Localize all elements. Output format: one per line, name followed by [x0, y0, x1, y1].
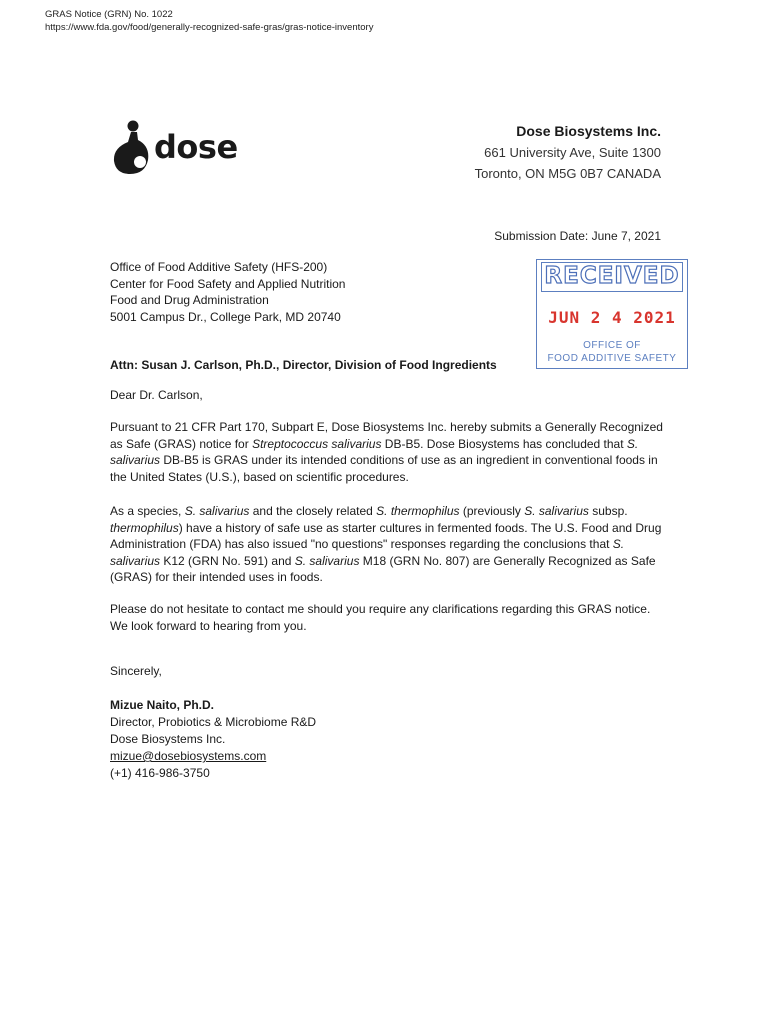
- attention-line: Attn: Susan J. Carlson, Ph.D., Director, Division of Food Ingredients: [110, 358, 497, 372]
- closing: Sincerely,: [110, 664, 162, 678]
- gras-notice-number: GRAS Notice (GRN) No. 1022: [45, 9, 173, 20]
- received-stamp: [536, 259, 688, 369]
- body-paragraph-2: As a species, S. salivarius and the closely related S. thermophilus (previously S. salivarius subsp. thermophilus) have a history of safe use as starter cultures in fermented foods. The U.S. Food and Drug Administration (FDA) has also issued "no questions" responses regarding the conclusions that S. salivarius K12 (GRN No. 591) and S. salivarius M18 (GRN No. 807) are Generally Recognized as Safe (GRAS) for their intended uses in foods.: [110, 504, 662, 584]
- company-name: Dose Biosystems Inc.: [516, 123, 661, 139]
- company-logo: [110, 118, 240, 178]
- signer-phone: (+1) 416-986-3750: [110, 766, 210, 780]
- signer-name: Mizue Naito, Ph.D.: [110, 698, 215, 712]
- signature-block: [110, 697, 316, 782]
- recipient-line-3: Food and Drug Administration: [110, 293, 269, 307]
- recipient-line-1: Office of Food Additive Safety (HFS-200): [110, 260, 328, 274]
- stamp-office-line-2: FOOD ADDITIVE SAFETY: [547, 353, 677, 364]
- signer-title: Director, Probiotics & Microbiome R&D: [110, 715, 317, 729]
- recipient-line-2: Center for Food Safety and Applied Nutrition: [110, 276, 346, 291]
- recipient-line-4: 5001 Campus Dr., College Park, MD 20740: [110, 309, 341, 324]
- salutation: Dear Dr. Carlson,: [110, 388, 203, 402]
- logo-wordmark: dose: [154, 128, 238, 166]
- address-line-2: Toronto, ON M5G 0B7 CANADA: [474, 166, 661, 181]
- stamp-title: RECEIVED: [541, 262, 683, 292]
- signer-email-link[interactable]: mizue@dosebiosystems.com: [110, 749, 267, 763]
- body-paragraph-1: Pursuant to 21 CFR Part 170, Subpart E, Dose Biosystems Inc. hereby submits a Generally Recognized as Safe (GRAS) notice for Streptococcus salivarius DB-B5. Dose Biosystems has concluded that S. salivarius DB-B5 is GRAS under its intended conditions of use as an ingredient in conventional foods in the United States (U.S.), based on scientific procedures.: [110, 420, 663, 484]
- address-line-1: 661 University Ave, Suite 1300: [484, 145, 661, 160]
- stamp-office-line-1: OFFICE OF: [583, 340, 641, 351]
- recipient-address: [110, 259, 345, 325]
- submission-date: Submission Date: June 7, 2021: [494, 229, 661, 243]
- fda-inventory-url: https://www.fda.gov/food/generally-recognized-safe-gras/gras-notice-inventory: [45, 22, 374, 33]
- stamp-date: JUN 2 4 2021: [548, 308, 676, 327]
- dose-logo-icon: [110, 118, 156, 178]
- signer-company: Dose Biosystems Inc.: [110, 732, 226, 746]
- sender-address: [475, 121, 661, 184]
- body-paragraph-3: Please do not hesitate to contact me should you require any clarifications regarding this GRAS notice. We look forward to hearing from you.: [110, 602, 651, 633]
